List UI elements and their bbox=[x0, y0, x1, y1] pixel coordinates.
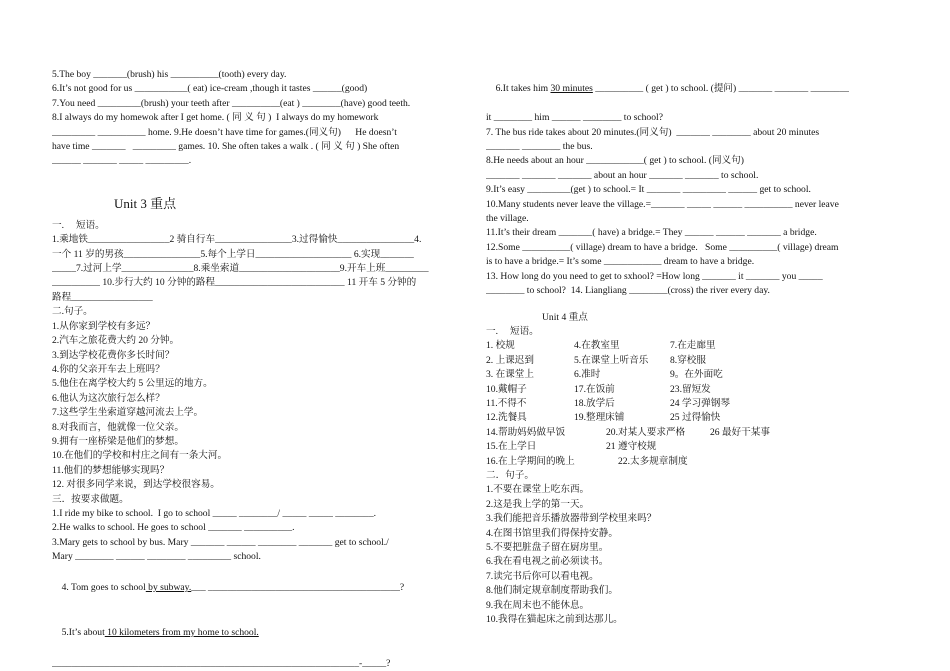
sentence-item: 6.我在看电视之前必须读书。 bbox=[486, 556, 609, 568]
vocab-cell: 10.戴帽子 bbox=[486, 383, 527, 395]
sentence-item: 5.不要把脏盘子留在厨房里。 bbox=[486, 542, 609, 553]
right-column bbox=[486, 68, 900, 627]
vocab-cell: 5.在课堂上听音乐 bbox=[574, 354, 649, 366]
section-title: 二.句子。 bbox=[52, 306, 93, 318]
sentence-item: 8.对我而言，他就像一位父亲。 bbox=[52, 421, 184, 433]
exercise-line: ______ _______ _____ _________. bbox=[52, 155, 192, 167]
sentence-item: 10.我得在猫起床之前到达那儿。 bbox=[486, 614, 623, 626]
vocab-cell bbox=[860, 426, 900, 440]
vocab-cell: 3. 在课堂上 bbox=[486, 369, 534, 381]
vocab-cell bbox=[766, 339, 886, 353]
vocab-row bbox=[486, 339, 900, 353]
exercise-line: _________ __________ home. 9.He doesn’t have time for games.(同义句) He doesn’t bbox=[52, 126, 397, 138]
section-title: 二．句子。 bbox=[486, 469, 534, 481]
exercise-line: 7. The bus ride takes about 20 minutes.(同义句) _______ ________ about 20 minutes bbox=[486, 126, 820, 138]
vocab-row bbox=[486, 354, 900, 368]
exercise-line: the village. bbox=[486, 213, 529, 225]
sentence-item: 8.他们制定规章制度帮助我们。 bbox=[486, 585, 618, 597]
vocab-grid bbox=[486, 339, 900, 469]
vocab-cell bbox=[766, 397, 886, 411]
task-line: 1.I ride my bike to school. I go to school _____ ________/ _____ _____ ________. bbox=[52, 507, 377, 519]
exercise-line: 10.Many students never leave the village.=_______ _____ ______ __________ never leave bbox=[486, 198, 839, 210]
exercise-line: 11.It’s their dream _______( have) a bridge.= They ______ ______ _______ a bridge. bbox=[486, 227, 817, 239]
vocab-cell: 14.帮助妈妈做早饭 bbox=[486, 426, 566, 438]
vocab-cell: 12.洗餐具 bbox=[486, 412, 527, 424]
exercise-line bbox=[486, 68, 900, 111]
sentence-item: 12. 对很多同学来说，到达学校很容易。 bbox=[52, 479, 220, 491]
vocab-cell bbox=[766, 368, 886, 382]
vocab-cell: 2. 上课迟到 bbox=[486, 354, 534, 366]
sentence-item: 2.这是我上学的第一天。 bbox=[486, 498, 590, 510]
vocab-cell: 9。在外面吃 bbox=[670, 369, 723, 381]
vocab-cell: 23.留短发 bbox=[670, 383, 711, 395]
task-line bbox=[52, 567, 466, 610]
vocab-cell bbox=[766, 354, 886, 368]
task4-prefix: 4. Tom goes to school bbox=[61, 582, 146, 593]
vocab-cell: 24 学习弹钢琴 bbox=[670, 397, 730, 409]
sentence-item: 5.他住在离学校大约 5 公里远的地方。 bbox=[52, 378, 213, 390]
section-title: 一. 短语。 bbox=[486, 325, 539, 337]
task4-end: ? bbox=[399, 582, 405, 593]
q6-prefix: 6.It takes him bbox=[495, 83, 551, 95]
vocab-cell: 26 最好干某事 bbox=[710, 426, 770, 438]
vocab-cell: 4.在教室里 bbox=[574, 340, 620, 352]
vocab-cell: 6.准时 bbox=[574, 369, 601, 381]
vocab-cell bbox=[766, 411, 886, 425]
unit3-title: Unit 3 重点 bbox=[114, 195, 177, 211]
vocab-cell: 16.在上学期间的晚上 bbox=[486, 455, 575, 467]
phrase-line: __________ 10.步行大约 10 分钟的路程___________________________ 11 开车 5 分钟的 bbox=[52, 277, 417, 289]
phrase-line: _____7.过河上学_______________8.乘坐索道_____________________9.开车上班_________ bbox=[52, 263, 429, 275]
left-column bbox=[52, 68, 466, 671]
sentence-item: 6.他认为这次旅行怎么样？ bbox=[52, 392, 165, 404]
sentence-item: 4.你的父亲开车去上班吗？ bbox=[52, 363, 165, 375]
sentence-item: 9.拥有一座桥梁是他们的梦想。 bbox=[52, 435, 184, 447]
vocab-cell: 19.整理床铺 bbox=[574, 412, 625, 424]
vocab-cell bbox=[766, 383, 886, 397]
exercise-line: 5.The boy _______(brush) his __________(tooth) every day. bbox=[52, 69, 287, 80]
phrase-line: 1.乘地铁_________________2 骑自行车________________3.过得愉快________________4. bbox=[52, 234, 422, 246]
sentence-item: 1.从你家到学校有多远？ bbox=[52, 320, 156, 332]
exercise-line: _______ ________ the bus. bbox=[486, 141, 593, 153]
vocab-cell bbox=[860, 440, 900, 454]
exercise-line: it ________ him ______ ________ to school? bbox=[486, 112, 663, 124]
task4-blank: ___ ________________________________________ bbox=[191, 582, 400, 593]
vocab-cell: 1. 校规 bbox=[486, 340, 515, 352]
phrase-line: 一个 11 岁的男孩________________5.每个上学日____________________ 6.实现_______ bbox=[52, 248, 414, 260]
task-line: 3.Mary gets to school by bus. Mary _______ ______ ________ _______ get to school./ bbox=[52, 536, 389, 548]
task-line bbox=[52, 612, 466, 655]
exercise-line: 9.It’s easy _________(get ) to school.= It _______ _________ ______ get to school. bbox=[486, 184, 811, 196]
sentence-item: 3.到达学校花费你多长时间？ bbox=[52, 349, 175, 361]
task5-blank-line: ________________________________________________________________-_____? bbox=[52, 658, 391, 670]
phrase-line: 路程_________________ bbox=[52, 291, 153, 303]
vocab-row bbox=[486, 426, 900, 440]
vocab-cell: 21 遵守校规 bbox=[606, 441, 657, 453]
exercise-line: ________ to school? 14. Liangliang ________(cross) the river every day. bbox=[486, 285, 770, 297]
vocab-cell bbox=[860, 455, 900, 469]
sentence-item: 10.在他们的学校和村庄之间有一条大河。 bbox=[52, 450, 228, 462]
vocab-cell: 11.不得不 bbox=[486, 397, 527, 409]
vocab-row bbox=[486, 368, 900, 382]
sentence-item: 9.我在周末也不能休息。 bbox=[486, 599, 590, 611]
exercise-line: have time _______ _________ games. 10. She often takes a walk . ( 同 义 句 ) She often bbox=[52, 141, 400, 153]
exercise-line: 8.I always do my homewok after I get home. ( 同 义 句 ) I always do my homework bbox=[52, 112, 379, 124]
vocab-row bbox=[486, 411, 900, 425]
vocab-cell: 7.在走廊里 bbox=[670, 340, 716, 352]
q6-rest: __________ ( get ) to school. (提问) _______ _______ ________ bbox=[592, 83, 849, 95]
section-title: 三．按要求做题。 bbox=[52, 493, 129, 505]
exercise-line: is to have a bridge.= It’s some ____________ dream to have a bridge. bbox=[486, 256, 755, 268]
sentence-item: 4.在图书馆里我们得保持安静。 bbox=[486, 527, 618, 539]
exercise-line: 12.Some __________( village) dream to have a bridge. Some __________( village) dream bbox=[486, 241, 839, 253]
exercise-line: 7.You need _________(brush) your teeth after __________(eat ) ________(have) good teeth. bbox=[52, 97, 411, 109]
unit4-title: Unit 4 重点 bbox=[542, 311, 588, 323]
exercise-line: 13. How long do you need to get to sxhool? =How long _______ it _______ you _____ bbox=[486, 270, 823, 282]
sentence-item: 7.这些学生坐索道穿越河流去上学。 bbox=[52, 407, 204, 419]
vocab-cell: 8.穿校服 bbox=[670, 354, 706, 366]
task4-underlined: by subway. bbox=[145, 582, 192, 593]
sentence-item: 11.他们的梦想能够实现吗？ bbox=[52, 464, 170, 476]
vocab-cell: 20.对某人要求严格 bbox=[606, 426, 686, 438]
vocab-cell: 22.太多规章制度 bbox=[618, 455, 688, 467]
vocab-cell: 18.放学后 bbox=[574, 397, 615, 409]
sentence-item: 3.我们能把音乐播放器带到学校里来吗？ bbox=[486, 513, 657, 525]
q6-underlined: 30 minutes bbox=[550, 83, 593, 95]
vocab-cell bbox=[710, 440, 860, 454]
task5-prefix: 5.It’s about bbox=[61, 627, 105, 639]
vocab-cell bbox=[722, 455, 860, 469]
task5-underlined: 10 kilometers from my home to school. bbox=[104, 627, 259, 639]
section-title: 一. 短语。 bbox=[52, 219, 105, 231]
exercise-line: 8.He needs about an hour ____________( get ) to school. (同义句) bbox=[486, 155, 744, 167]
exercise-line: 6.It’s not good for us ___________( eat) ice-cream ,though it tastes ______(good) bbox=[52, 83, 368, 95]
sentence-item: 2.汽车之旅花费大约 20 分钟。 bbox=[52, 335, 180, 347]
sentence-item: 7.读完书后你可以看电视。 bbox=[486, 570, 599, 582]
exercise-line: _______ _______ _______ about an hour _______ _______ to school. bbox=[486, 169, 759, 181]
vocab-row bbox=[486, 440, 900, 454]
vocab-row bbox=[486, 383, 900, 397]
vocab-cell: 25 过得愉快 bbox=[670, 412, 721, 424]
vocab-cell: 17.在饭前 bbox=[574, 383, 615, 395]
vocab-cell: 15.在上学日 bbox=[486, 441, 537, 453]
sentence-item: 1.不要在课堂上吃东西。 bbox=[486, 484, 590, 496]
task-line: 2.He walks to school. He goes to school _______ __________. bbox=[52, 522, 295, 534]
vocab-row bbox=[486, 455, 900, 469]
vocab-row bbox=[486, 397, 900, 411]
task-line: Mary ________ ______ ________ _________ school. bbox=[52, 551, 261, 563]
